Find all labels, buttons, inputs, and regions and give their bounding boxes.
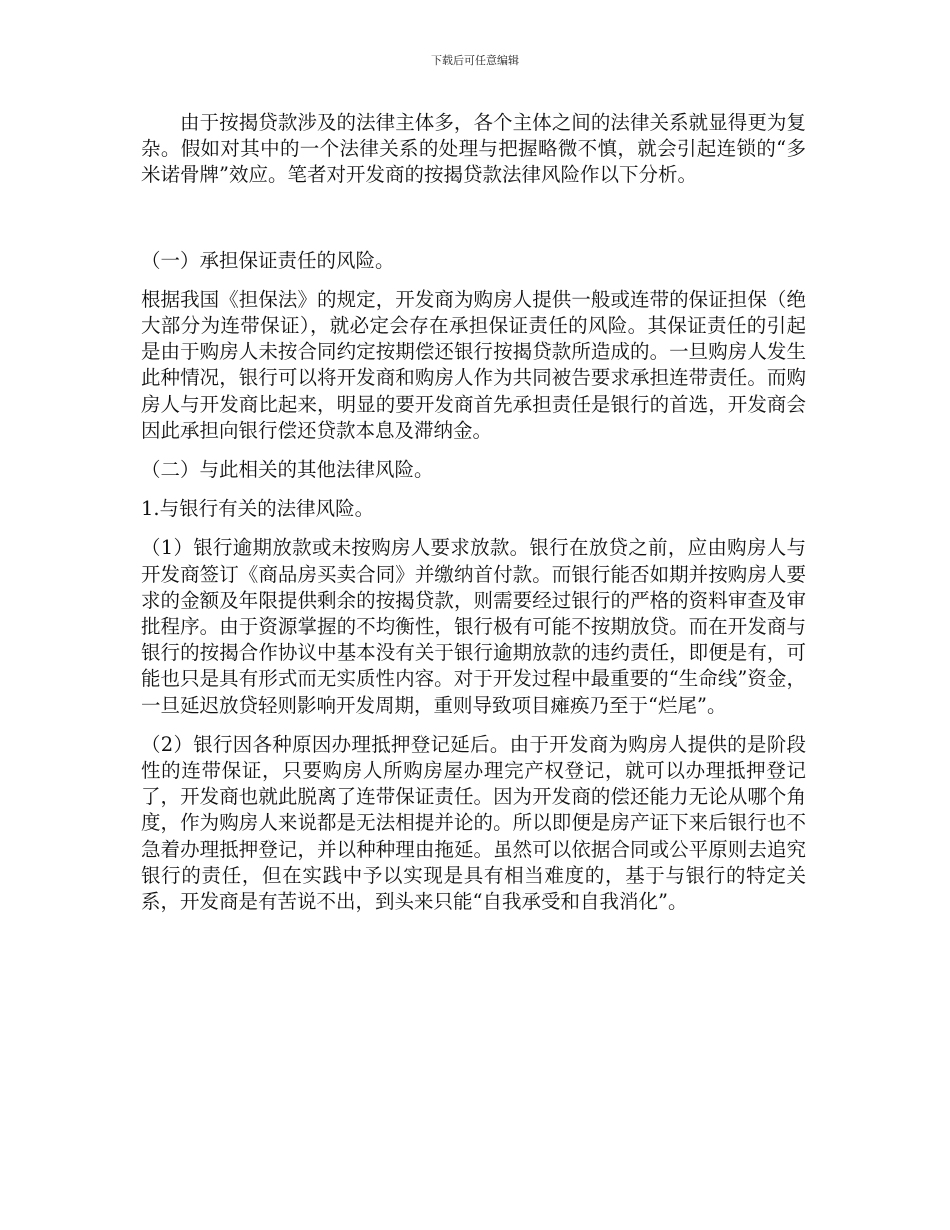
mortgage-registration-paragraph: （2）银行因各种原因办理抵押登记延后。由于开发商为购房人提供的是阶段性的连带保证，只要购房人所购房屋办理完产权登记，就可以办理抵押登记了，开发商也就此脱离了连带保证责任。因为开发商的偿还能力无论从哪个角度，作为购房人来说都是无法相提并论的。所以即便是房产证下来后银行也不急着办理抵押登记，并以种种理由拖延。虽然可以依据合同或公平原则去追究银行的责任，但在实践中予以实现是具有相当难度的，基于与银行的特定关系，开发商是有苦说不出，到头来只能“自我承受和自我消化”。 bbox=[141, 732, 806, 914]
bank-delay-paragraph: （1）银行逾期放款或未按购房人要求放款。银行在放贷之前，应由购房人与开发商签订《商品房买卖合同》并缴纳首付款。而银行能否如期并按购房人要求的金额及年限提供剩余的按揭贷款，则需要经过银行的严格的资料审查及审批程序。由于资源掌握的不均衡性，银行极有可能不按期放贷。而在开发商与银行的按揭合作协议中基本没有关于银行逾期放款的违约责任，即便是有，可能也只是具有形式而无实质性内容。对于开发过程中最重要的“生命线”资金，一旦延迟放贷轻则影响开发周期，重则导致项目瘫痪乃至于“烂尾”。 bbox=[141, 536, 806, 717]
document-body bbox=[141, 110, 806, 928]
intro-paragraph: 由于按揭贷款涉及的法律主体多，各个主体之间的法律关系就显得更为复杂。假如对其中的一个法律关系的处理与把握略微不慎，就会引起连锁的“多米诺骨牌”效应。笔者对开发商的按揭贷款法律风险作以下分析。 bbox=[141, 111, 806, 187]
subsection-heading-bank: 1.与银行有关的法律风险。 bbox=[141, 497, 375, 521]
section-heading-1: （一）承担保证责任的风险。 bbox=[141, 248, 395, 272]
guarantee-risk-paragraph: 根据我国《担保法》的规定，开发商为购房人提供一般或连带的保证担保（绝大部分为连带保证），就必定会存在承担保证责任的风险。其保证责任的引起是由于购房人未按合同约定按期偿还银行按揭贷款所造成的。一旦购房人发生此种情况，银行可以将开发商和购房人作为共同被告要求承担连带责任。而购房人与开发商比起来，明显的要开发商首先承担责任是银行的首选，开发商会因此承担向银行偿还贷款本息及滞纳金。 bbox=[141, 287, 806, 442]
paragraph-spacer bbox=[141, 202, 806, 248]
page-header: 下载后可任意编辑 bbox=[431, 54, 519, 67]
section-heading-2: （二）与此相关的其他法律风险。 bbox=[141, 458, 434, 482]
